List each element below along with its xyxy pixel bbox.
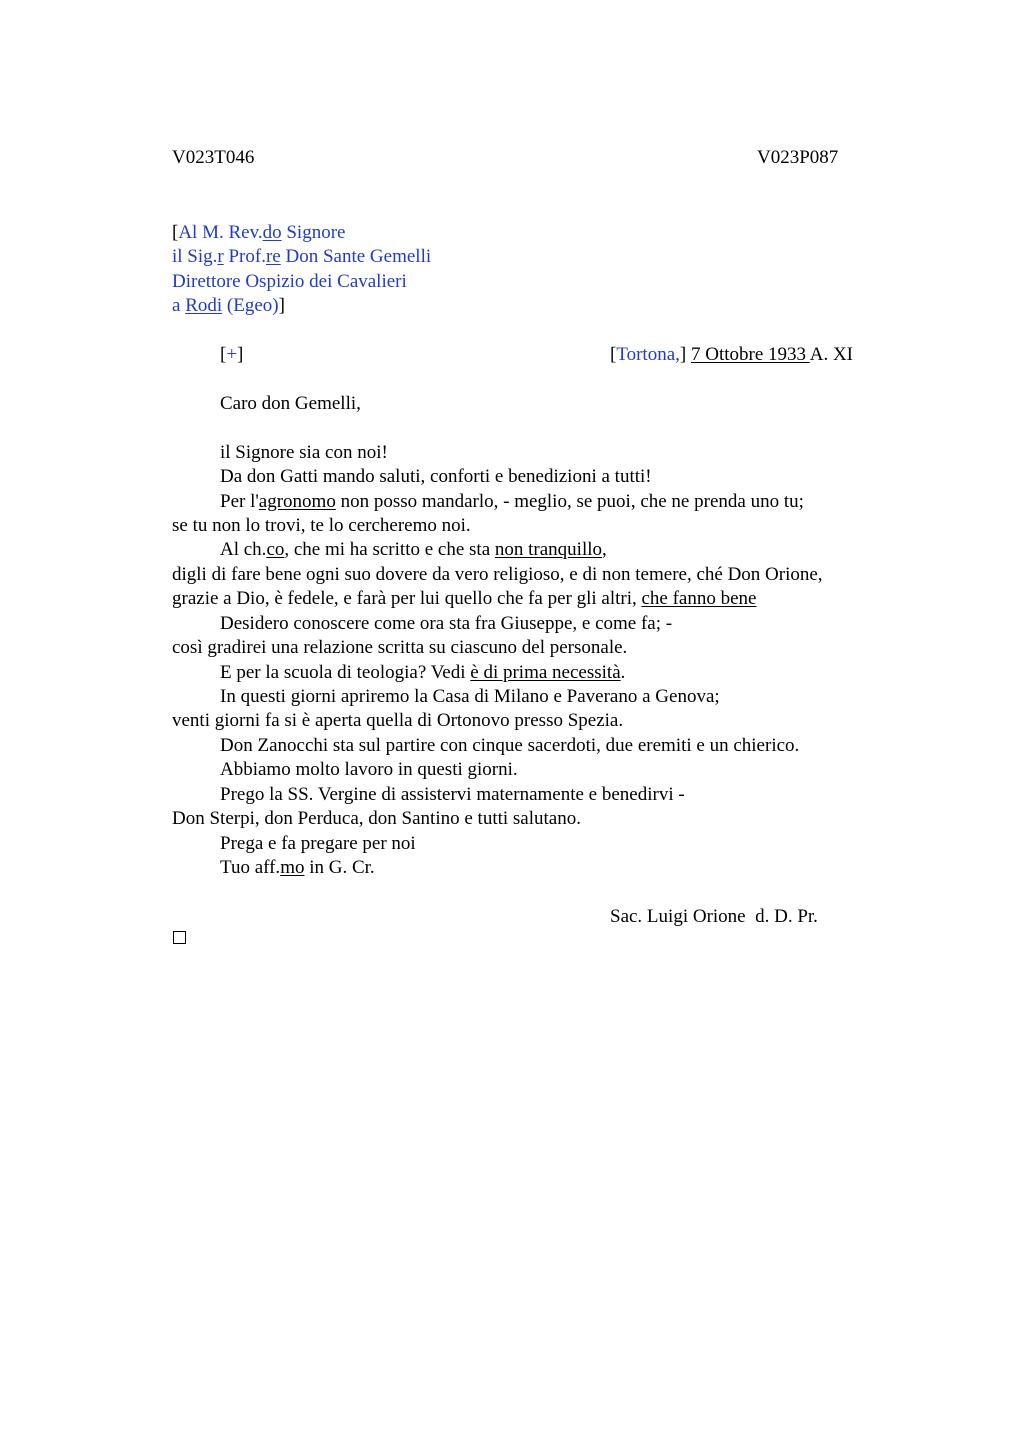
body-line: Abbiamo molto lavoro in questi giorni.	[220, 759, 518, 780]
body-line: se tu non lo trovi, te lo cercheremo noi.	[172, 515, 471, 536]
place-date: [Tortona,] 7 Ottobre 1933 A. XI	[610, 344, 854, 365]
body-line: Da don Gatti mando saluti, conforti e benedizioni a tutti!	[220, 466, 652, 487]
body-line: venti giorni fa si è aperta quella di Ortonovo presso Spezia.	[172, 710, 624, 731]
body-line: Prega e fa pregare per noi	[220, 833, 416, 854]
address-line-2: il Sig.r Prof.re Don Sante Gemelli	[172, 246, 432, 267]
body-line: In questi giorni apriremo la Casa di Milano e Paverano a Genova;	[220, 686, 720, 707]
body-line: Prego la SS. Vergine di assistervi maternamente e benedirvi -	[220, 784, 685, 805]
document-code-right: V023P087	[757, 147, 839, 168]
address-line-4: a Rodi (Egeo)]	[172, 295, 285, 316]
body-line: il Signore sia con noi!	[220, 442, 388, 463]
square-mark-icon	[173, 931, 186, 944]
signature: Sac. Luigi Orione d. D. Pr.	[610, 906, 818, 927]
body-line: così gradirei una relazione scritta su ciascuno del personale.	[172, 637, 628, 658]
body-line: E per la scuola di teologia? Vedi è di prima necessità.	[220, 662, 626, 683]
body-line: grazie a Dio, è fedele, e farà per lui quello che fa per gli altri, che fanno bene	[172, 588, 757, 609]
cross-mark: [+]	[220, 344, 244, 365]
body-line: Don Zanocchi sta sul partire con cinque sacerdoti, due eremiti e un chierico.	[220, 735, 800, 756]
body-line: Tuo aff.mo in G. Cr.	[220, 857, 375, 878]
body-line: Don Sterpi, don Perduca, don Santino e tutti salutano.	[172, 808, 581, 829]
salutation: Caro don Gemelli,	[220, 393, 361, 414]
address-line-1: [Al M. Rev.do Signore	[172, 222, 346, 243]
body-line: Al ch.co, che mi ha scritto e che sta non tranquillo,	[220, 539, 607, 560]
body-line: Per l'agronomo non posso mandarlo, - meglio, se puoi, che ne prenda uno tu;	[220, 491, 804, 512]
document-code-left: V023T046	[172, 147, 255, 168]
body-line: digli di fare bene ogni suo dovere da vero religioso, e di non temere, ché Don Orione,	[172, 564, 823, 585]
body-line: Desidero conoscere come ora sta fra Giuseppe, e come fa; -	[220, 613, 673, 634]
address-line-3: Direttore Ospizio dei Cavalieri	[172, 271, 407, 292]
